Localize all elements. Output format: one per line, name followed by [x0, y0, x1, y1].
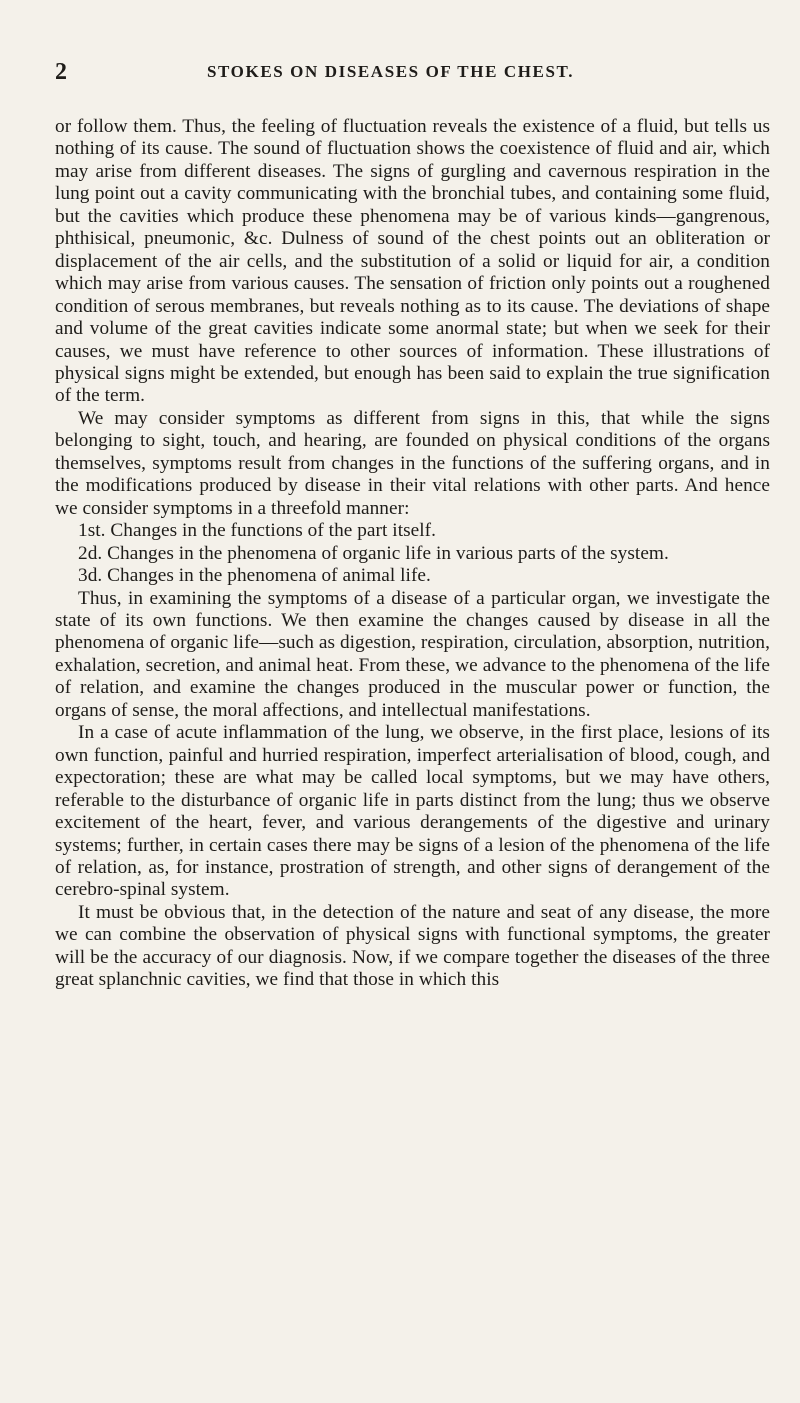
running-title: STOKES ON DISEASES OF THE CHEST. — [207, 62, 575, 81]
paragraph-physical-signs: or follow them. Thus, the feeling of fluctuation reveals the existence of a fluid, but tells us nothing of its cause. The sound of fluctuation shows the coexistence of fluid and air, which may arise from different diseases. The signs of gurgling and cavernous respiration in the lung point out a cavity communicating with the bronchial tubes, and containing some fluid, but the cavities which produce these phenomena may be of various kinds—gangrenous, phthisical, pneumonic, &c. Dulness of sound of the chest points out an obliteration or displacement of the air cells, and the substitution of a solid or liquid for air, a condition which may arise from various causes. The sensation of friction only points out a roughened condition of serous membranes, but reveals nothing as to its cause. The deviations of shape and volume of the great cavities indicate some anormal state; but when we seek for their causes, we must have reference to other sources of information. These illustrations of physical signs might be extended, but enough has been said to explain the true signification of the term. — [55, 116, 770, 407]
running-head — [55, 58, 770, 86]
list-item-first: 1st. Changes in the functions of the part itself. — [78, 520, 437, 542]
list-item-third: 3d. Changes in the phenomena of animal life. — [78, 565, 431, 587]
body-text — [55, 116, 770, 992]
list-item-second: 2d. Changes in the phenomena of organic life in various parts of the system. — [78, 542, 669, 564]
paragraph-acute-inflammation: In a case of acute inflammation of the lung, we observe, in the first place, lesions of its own function, painful and hurried respiration, imperfect arterialisation of blood, cough, and expectoration; these are what may be called local symptoms, but we may have others, referable to the disturbance of organic life in parts distinct from the lung; thus we observe excitement of the heart, fever, and various derangements of the digestive and urinary systems; further, in certain cases there may be signs of a lesion of the phenomena of the life of relation, as, for instance, prostration of strength, and other signs of derangement of the cerebro-spinal system. — [55, 722, 770, 901]
paragraph-examining-symptoms: Thus, in examining the symptoms of a disease of a particular organ, we investigate the state of its own functions. We then examine the changes caused by disease in all the phenomena of organic life—such as digestion, respiration, circulation, absorption, nutrition, exhalation, secretion, and animal heat. From these, we advance to the phenomena of the life of relation, and examine the changes produced in the muscular power or function, the organs of sense, the moral affections, and intellectual manifestations. — [55, 587, 770, 721]
page-number: 2 — [55, 59, 67, 85]
paragraph-diagnosis: It must be obvious that, in the detection of the nature and seat of any disease, the more we can combine the observation of physical signs with functional symptoms, the greater will be the accuracy of our diagnosis. Now, if we compare together the diseases of the three great splanchnic cavities, we find that those in which this — [55, 901, 770, 991]
paragraph-symptoms-definition: We may consider symptoms as different from signs in this, that while the signs belonging to sight, touch, and hearing, are founded on physical conditions of the organs themselves, symptoms result from changes in the functions of the suffering organs, and in the modifications produced by disease in their vital relations with other parts. And hence we consider symptoms in a threefold manner: — [55, 407, 770, 519]
